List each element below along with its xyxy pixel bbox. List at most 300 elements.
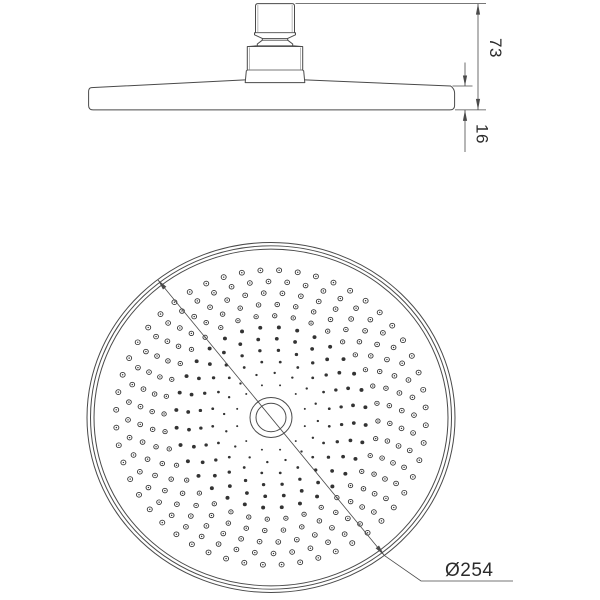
height-arrow-bottom-icon: [476, 99, 480, 110]
spray-hole-center: [171, 515, 172, 516]
spray-hole-center: [331, 527, 332, 528]
spray-hole-center: [393, 347, 394, 348]
spray-hole-center: [384, 478, 385, 479]
spray-hole-center: [285, 518, 286, 519]
spray-hole-center: [158, 502, 159, 503]
spray-hole: [298, 502, 302, 506]
spray-hole-center: [148, 327, 149, 328]
spray-hole-center: [385, 388, 386, 389]
spray-hole: [260, 361, 263, 364]
spray-hole-center: [315, 276, 316, 277]
spray-hole-center: [321, 507, 322, 508]
spray-hole-center: [208, 552, 209, 553]
spray-hole-center: [223, 533, 224, 534]
spray-hole-center: [381, 520, 382, 521]
spray-hole: [284, 459, 286, 461]
spray-hole-center: [282, 293, 283, 294]
spray-hole-center: [355, 354, 356, 355]
spray-hole-center: [167, 360, 168, 361]
spray-hole-center: [268, 281, 269, 282]
spray-hole: [211, 425, 214, 428]
spray-hole-center: [398, 445, 399, 446]
spray-hole: [300, 450, 302, 452]
spray-hole-center: [297, 272, 298, 273]
spray-hole-center: [350, 485, 351, 486]
spray-hole: [225, 430, 227, 432]
spray-hole-center: [352, 542, 353, 543]
spray-hole-center: [142, 441, 143, 442]
spray-hole-center: [370, 319, 371, 320]
spray-hole-center: [237, 320, 238, 321]
spray-hole-center: [361, 471, 362, 472]
spray-hole-center: [401, 428, 402, 429]
spray-hole: [296, 466, 299, 469]
spray-hole: [243, 366, 246, 369]
spray-hole: [212, 376, 215, 379]
spray-hole-center: [189, 291, 190, 292]
spray-hole-center: [164, 490, 165, 491]
spray-hole-center: [244, 295, 245, 296]
spray-hole-center: [211, 515, 212, 516]
spray-hole-center: [327, 542, 328, 543]
spray-hole-center: [399, 392, 400, 393]
spray-hole-center: [197, 300, 198, 301]
spray-hole: [228, 456, 231, 459]
spray-hole: [317, 420, 319, 422]
spray-hole-center: [267, 519, 268, 520]
spray-hole-center: [392, 325, 393, 326]
spray-hole-center: [140, 424, 141, 425]
spray-hole-center: [191, 349, 192, 350]
spray-hole: [228, 376, 231, 379]
spray-hole-center: [359, 523, 360, 524]
spray-hole: [352, 421, 356, 425]
spray-hole-center: [293, 317, 294, 318]
spray-hole: [306, 387, 308, 389]
spray-hole: [226, 496, 230, 500]
spray-hole: [199, 426, 202, 429]
spray-hole-center: [310, 548, 311, 549]
spray-hole: [178, 391, 182, 395]
spray-hole: [351, 404, 355, 408]
spray-hole-center: [361, 506, 362, 507]
spray-hole-center: [373, 511, 374, 512]
spray-hole-center: [373, 473, 374, 474]
spray-hole: [293, 340, 297, 344]
side-view: [89, 4, 455, 110]
spray-hole-center: [286, 282, 287, 283]
spray-hole: [238, 342, 242, 346]
spray-hole: [243, 466, 246, 469]
spray-hole-center: [191, 544, 192, 545]
spray-hole: [199, 409, 202, 412]
spray-hole: [330, 469, 334, 473]
spray-hole-center: [359, 341, 360, 342]
spray-hole-center: [190, 515, 191, 516]
spray-hole-center: [423, 389, 424, 390]
spray-hole: [228, 484, 232, 488]
spray-hole-center: [345, 329, 346, 330]
spray-hole-center: [425, 407, 426, 408]
spray-hole-center: [401, 410, 402, 411]
spray-hole-center: [364, 330, 365, 331]
spray-hole: [327, 456, 330, 459]
spray-hole: [273, 372, 275, 374]
spray-hole-center: [363, 488, 364, 489]
spray-hole: [223, 337, 227, 341]
spray-hole-center: [273, 553, 274, 554]
spray-hole-center: [301, 526, 302, 527]
spray-hole: [334, 388, 337, 391]
spray-hole-center: [236, 549, 237, 550]
spray-hole: [185, 374, 189, 378]
spray-hole: [196, 474, 200, 478]
spray-hole: [282, 494, 286, 498]
spray-hole-center: [147, 459, 148, 460]
spray-hole-center: [169, 448, 170, 449]
spray-hole-center: [386, 359, 387, 360]
spray-hole-center: [193, 316, 194, 317]
spray-hole-center: [367, 532, 368, 533]
spray-hole-center: [291, 551, 292, 552]
spray-hole: [295, 440, 297, 442]
spray-hole-center: [370, 355, 371, 356]
spray-hole: [279, 472, 282, 475]
spray-hole-center: [372, 385, 373, 386]
spray-hole-center: [335, 308, 336, 309]
spray-hole-center: [403, 467, 404, 468]
spray-hole-center: [178, 346, 179, 347]
spray-hole-center: [163, 413, 164, 414]
spray-hole-center: [342, 341, 343, 342]
spray-hole-center: [222, 313, 223, 314]
spray-hole-center: [181, 310, 182, 311]
spray-hole-center: [412, 397, 413, 398]
spray-hole-center: [138, 494, 139, 495]
spray-hole: [245, 440, 247, 442]
spray-hole: [262, 483, 265, 486]
spray-hole: [190, 393, 194, 397]
spray-hole: [337, 371, 341, 375]
spray-hole: [295, 353, 298, 356]
spray-hole-center: [180, 363, 181, 364]
spray-hole-center: [152, 429, 153, 430]
spray-hole-center: [176, 534, 177, 535]
thickness-dimension-label: 16: [472, 124, 492, 144]
spray-hole-center: [295, 306, 296, 307]
spray-hole: [330, 485, 334, 489]
spray-hole-center: [118, 391, 119, 392]
spray-hole-center: [162, 463, 163, 464]
spray-hole: [312, 437, 314, 439]
spray-hole: [328, 407, 331, 410]
spray-hole: [217, 442, 220, 445]
spray-hole-center: [350, 501, 351, 502]
spray-hole-center: [176, 465, 177, 466]
spray-hole: [324, 373, 327, 376]
spray-hole: [258, 349, 261, 352]
spray-hole: [248, 456, 250, 458]
spray-hole: [222, 351, 226, 355]
spray-hole: [277, 326, 281, 330]
spray-hole-center: [255, 316, 256, 317]
spray-hole-center: [349, 290, 350, 291]
spray-hole: [203, 392, 206, 395]
spray-hole-center: [382, 332, 383, 333]
spray-hole: [228, 471, 231, 474]
spray-hole: [245, 393, 247, 395]
spray-hole-center: [145, 351, 146, 352]
spray-hole: [328, 425, 331, 428]
spray-hole: [322, 442, 325, 445]
spray-hole-center: [344, 533, 345, 534]
spray-hole-center: [347, 518, 348, 519]
spray-hole-center: [148, 487, 149, 488]
spray-hole-center: [226, 299, 227, 300]
spray-hole: [192, 445, 196, 449]
spray-hole-center: [191, 333, 192, 334]
spray-hole: [341, 455, 345, 459]
spray-hole-center: [379, 312, 380, 313]
spray-hole: [244, 479, 247, 482]
spray-hole-center: [213, 292, 214, 293]
spray-hole: [300, 489, 304, 493]
spray-hole: [311, 361, 314, 364]
thickness-arrow-bottom-icon: [463, 110, 467, 121]
spray-hole-center: [162, 522, 163, 523]
spray-hole-center: [313, 311, 314, 312]
spray-hole: [195, 359, 199, 363]
spray-hole-center: [249, 282, 250, 283]
spray-hole: [342, 357, 346, 361]
spray-hole: [186, 410, 190, 414]
spray-hole-center: [401, 363, 402, 364]
spray-hole-center: [167, 341, 168, 342]
spray-hole-center: [408, 379, 409, 380]
spray-hole-center: [278, 270, 279, 271]
spray-hole: [315, 495, 319, 499]
spray-hole: [175, 426, 179, 430]
spray-hole: [187, 428, 191, 432]
spray-hole: [328, 345, 332, 349]
spray-hole-center: [128, 401, 129, 402]
spray-hole-center: [171, 379, 172, 380]
spray-hole-center: [340, 298, 341, 299]
spray-hole: [266, 461, 268, 463]
spray-hole-center: [156, 355, 157, 356]
spray-hole: [313, 335, 317, 339]
spray-hole: [363, 405, 367, 409]
thickness-dimension: [453, 63, 492, 153]
spray-hole-center: [254, 552, 255, 553]
spray-hole: [322, 391, 325, 394]
spray-hole: [349, 439, 353, 443]
spray-hole-center: [260, 270, 261, 271]
spray-hole: [311, 456, 314, 459]
height-arrow-top-icon: [476, 4, 480, 15]
spray-hole-center: [206, 283, 207, 284]
spray-hole: [261, 506, 265, 510]
spray-hole: [234, 445, 236, 447]
spray-hole: [364, 423, 368, 427]
spray-hole: [360, 441, 364, 445]
spray-hole-center: [205, 322, 206, 323]
spray-hole-center: [259, 541, 260, 542]
spray-hole: [310, 347, 314, 351]
spray-hole: [353, 457, 357, 461]
spray-hole-center: [201, 536, 202, 537]
spray-hole-center: [116, 427, 117, 428]
spray-hole-center: [258, 304, 259, 305]
spray-hole-center: [123, 462, 124, 463]
connector-highlight-lines: [250, 5, 301, 70]
spray-hole: [260, 472, 263, 475]
spray-hole-center: [318, 301, 319, 302]
spray-hole-center: [370, 455, 371, 456]
spray-hole-center: [335, 512, 336, 513]
spray-hole: [263, 494, 267, 498]
spray-hole-center: [195, 505, 196, 506]
spray-hole: [236, 425, 238, 427]
spray-hole-center: [277, 304, 278, 305]
spray-hole-center: [155, 446, 156, 447]
spray-hole: [240, 354, 243, 357]
spray-hole-center: [393, 507, 394, 508]
spray-hole-center: [377, 420, 378, 421]
spray-hole-center: [122, 374, 123, 375]
spray-hole-center: [148, 371, 149, 372]
spray-hole-center: [244, 562, 245, 563]
connector-outline: [245, 4, 305, 83]
spray-hole: [340, 423, 343, 426]
spray-hole: [174, 408, 178, 412]
spray-hole-center: [179, 327, 180, 328]
spray-hole: [255, 374, 257, 376]
spray-hole: [325, 358, 329, 362]
spray-hole-center: [171, 478, 172, 479]
diameter-dimension-label: Ø254: [445, 560, 494, 581]
spray-hole-center: [333, 282, 334, 283]
spray-hole: [295, 393, 297, 395]
spray-hole: [277, 349, 280, 352]
spray-hole: [261, 384, 263, 386]
connector-seam-lines: [247, 33, 302, 70]
spray-hole-center: [412, 432, 413, 433]
spray-hole: [214, 458, 217, 461]
spray-hole: [210, 486, 214, 490]
spray-hole-center: [166, 396, 167, 397]
height-dimension: [296, 4, 506, 110]
spray-hole-center: [389, 423, 390, 424]
spray-hole: [240, 330, 244, 334]
spray-hole-center: [225, 558, 226, 559]
spray-hole-center: [319, 520, 320, 521]
spray-hole: [359, 388, 363, 392]
spray-hole-center: [218, 543, 219, 544]
spray-hole: [217, 391, 220, 394]
spray-hole: [208, 347, 212, 351]
spray-hole-center: [154, 475, 155, 476]
spray-hole-center: [209, 307, 210, 308]
spray-hole-center: [387, 440, 388, 441]
spray-hole-center: [335, 551, 336, 552]
spray-hole-center: [395, 483, 396, 484]
spray-hole-center: [310, 322, 311, 323]
spray-hole: [304, 408, 306, 410]
spray-hole: [280, 505, 284, 509]
spray-hole-center: [418, 372, 419, 373]
spray-hole-center: [263, 292, 264, 293]
diameter-dimension: [158, 280, 513, 581]
spray-hole-center: [392, 462, 393, 463]
spray-hole-center: [389, 405, 390, 406]
spray-hole-center: [176, 504, 177, 505]
spray-hole-center: [376, 403, 377, 404]
spray-hole-center: [246, 528, 247, 529]
spray-hole-center: [159, 376, 160, 377]
spray-hole: [295, 329, 299, 333]
spray-hole-center: [155, 336, 156, 337]
spray-hole-center: [118, 445, 119, 446]
spray-hole-center: [419, 460, 420, 461]
spray-hole: [346, 386, 350, 390]
spray-hole: [239, 382, 241, 384]
spray-hole: [315, 403, 317, 405]
spray-hole: [279, 361, 282, 364]
spray-hole-center: [129, 437, 130, 438]
spray-hole-center: [132, 384, 133, 385]
spray-hole-center: [413, 414, 414, 415]
spray-hole-center: [143, 388, 144, 389]
spray-hole-center: [365, 300, 366, 301]
spray-hole: [279, 384, 281, 386]
spray-hole: [336, 440, 339, 443]
thickness-arrow-top-icon: [463, 76, 467, 87]
spray-hole-center: [128, 357, 129, 358]
spray-hole-center: [127, 419, 128, 420]
spray-hole: [343, 472, 347, 476]
spray-hole-center: [305, 285, 306, 286]
spray-hole-center: [355, 308, 356, 309]
spray-hole: [316, 481, 320, 485]
height-dimension-label: 73: [486, 38, 505, 58]
spray-hole-center: [140, 406, 141, 407]
spray-hole-center: [262, 564, 263, 565]
spray-hole: [204, 443, 207, 446]
spray-hole-center: [330, 319, 331, 320]
spray-hole-center: [274, 315, 275, 316]
spray-hole: [186, 459, 190, 463]
spray-hole-center: [278, 541, 279, 542]
spray-hole-center: [323, 290, 324, 291]
spray-hole-center: [264, 530, 265, 531]
spray-hole: [311, 376, 314, 379]
spray-hole: [291, 377, 293, 379]
spray-hole-center: [296, 539, 297, 540]
spray-hole-center: [423, 442, 424, 443]
spray-hole-center: [375, 438, 376, 439]
spray-hole: [228, 396, 230, 398]
spray-hole-center: [164, 431, 165, 432]
spray-hole-center: [182, 493, 183, 494]
spray-hole: [275, 337, 279, 341]
spray-hole: [213, 474, 217, 478]
spray-hole: [339, 405, 342, 408]
spray-hole-center: [241, 272, 242, 273]
spray-hole-center: [394, 375, 395, 376]
spray-hole-center: [129, 478, 130, 479]
spray-hole-center: [318, 557, 319, 558]
